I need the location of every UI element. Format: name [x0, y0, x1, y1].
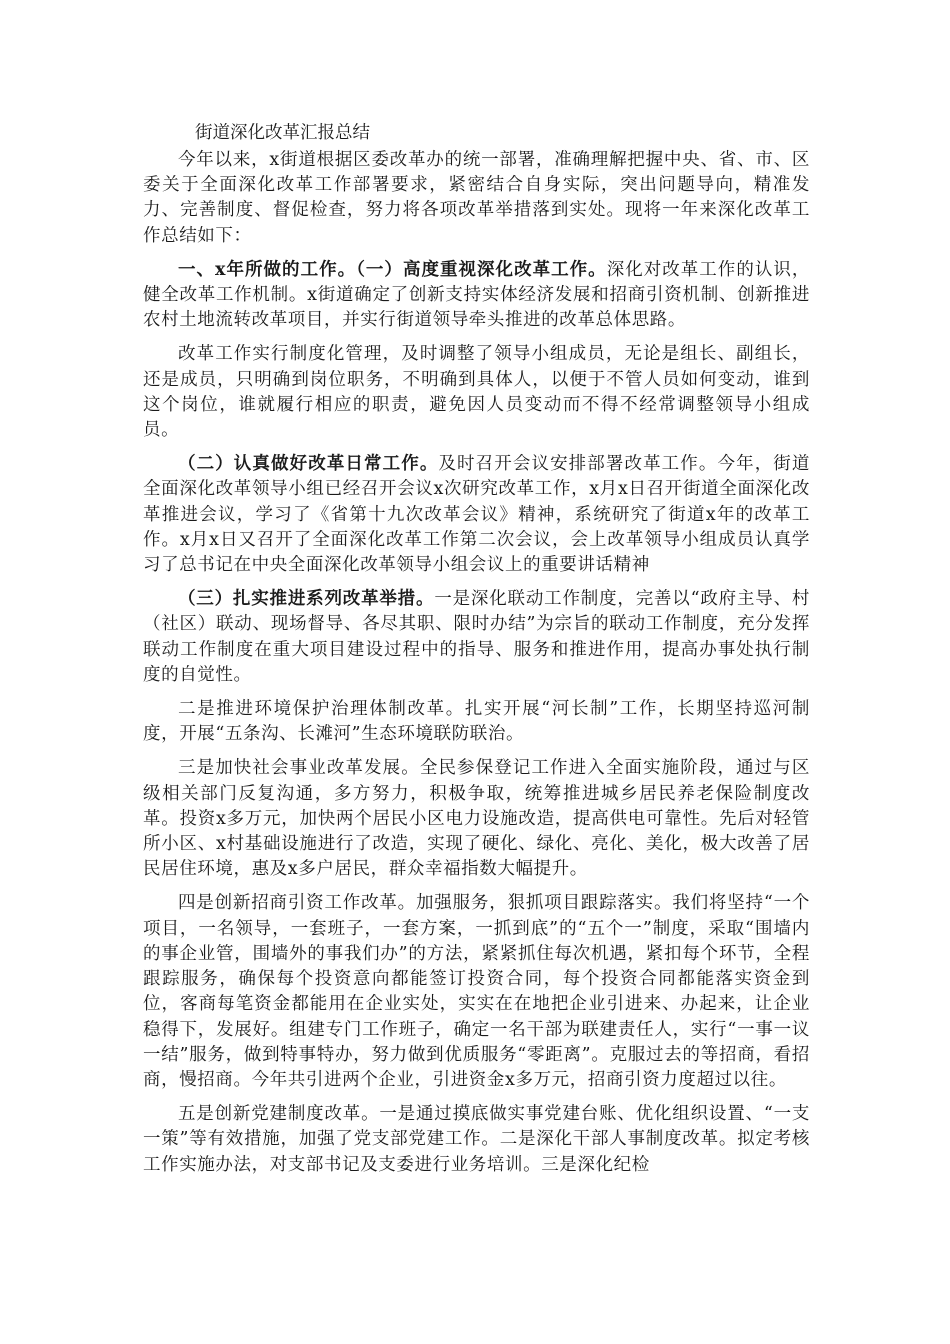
section-1-heading: 一、x年所做的工作。（一）高度重视深化改革工作。 — [178, 259, 607, 280]
section-3-text: 一是深化联动工作制度，完善以“政府主导、村（社区）联动、现场督导、各尽其职、限时办结”为宗旨的联动工作制度，充分发挥联动工作制度在重大项目建设过程中的指导、服务和推进作用，提高办事处执行制度的自觉性。 — [143, 589, 811, 685]
section-2-text: 及时召开会议安排部署改革工作。今年，街道全面深化改革领导小组已经召开会议x次研究改革工作，x月x日召开街道全面深化改革推进会议，学习了《省第十九次改革会议》精神，系统研究了街道x年的改革工作。x月x日又召开了全面深化改革工作第二次会议，会上改革领导小组成员认真学习了总书记在中央全面深化改革领导小组会议上的重要讲话精神 — [143, 454, 811, 576]
investment-paragraph: 四是创新招商引资工作改革。加强服务，狠抓项目跟踪落实。我们将坚持“一个项目，一名领导，一套班子，一套方案，一抓到底”的“五个一”制度，采取“围墙内的事企业管，围墙外的事我们办”的方法，紧紧抓住每次机遇，紧扣每个环节，全程跟踪服务，确保每个投资意向都能签订投资合同，每个投资合同都能落实资金到位，客商每笔资金都能用在企业实处，实实在在地把企业引进来、办起来，让企业稳得下，发展好。组建专门工作班子，确定一名干部为联建责任人，实行“一事一议一结”服务，做到特事特办，努力做到优质服务“零距离”。克服过去的等招商，看招商，慢招商。今年共引进两个企业，引进资金x多万元，招商引资力度超过以往。 — [143, 893, 810, 1090]
section-3-paragraph — [143, 587, 810, 688]
section-2-paragraph — [143, 452, 810, 578]
section-3-heading: （三）扎实推进系列改革举措。 — [178, 589, 435, 610]
section-1-text: 深化对改革工作的认识，健全改革工作机制。x街道确定了创新支持实体经济发展和招商引资机制、创新推进农村土地流转改革项目，并实行街道领导牵头推进的改革总体思路。 — [143, 259, 810, 331]
intro-paragraph: 今年以来，x街道根据区委改革办的统一部署，准确理解把握中央、省、市、区委关于全面深化改革工作部署要求，紧密结合自身实际，突出问题导向，精准发力、完善制度、督促检查，努力将各项改革举措落到实处。现将一年来深化改革工作总结如下： — [143, 150, 810, 246]
system-management-paragraph: 改革工作实行制度化管理，及时调整了领导小组成员，无论是组长、副组长，还是成员，只明确到岗位职务，不明确到具体人，以便于不管人员如何变动，谁到这个岗位，谁就履行相应的职责，避免因人员变动而不得不经常调整领导小组成员。 — [143, 344, 810, 441]
section-2-heading: （二）认真做好改革日常工作。 — [178, 454, 439, 475]
environment-paragraph: 二是推进环境保护治理体制改革。扎实开展“河长制”工作，长期坚持巡河制度，开展“五条沟、长滩河”生态环境联防联治。 — [143, 699, 810, 745]
document-title: 街道深化改革汇报总结 — [195, 123, 370, 143]
social-affairs-paragraph: 三是加快社会事业改革发展。全民参保登记工作进入全面实施阶段，通过与区级相关部门反复沟通，多方努力，积极争取，统筹推进城乡居民养老保险制度改革。投资x多万元，加快两个居民小区电力设施改造，提高供电可靠性。先后对轻管所小区、x村基础设施进行了改造，实现了硬化、绿化、亮化、美化，极大改善了居民居住环境，惠及x多户居民，群众幸福指数大幅提升。 — [143, 758, 810, 880]
section-1-paragraph — [143, 258, 810, 334]
party-building-paragraph: 五是创新党建制度改革。一是通过摸底做实事党建台账、优化组织设置、“一支一策”等有效措施，加强了党支部党建工作。二是深化干部人事制度改革。拟定考核工作实施办法，对支部书记及支委进行业务培训。三是深化纪检 — [143, 1104, 810, 1175]
